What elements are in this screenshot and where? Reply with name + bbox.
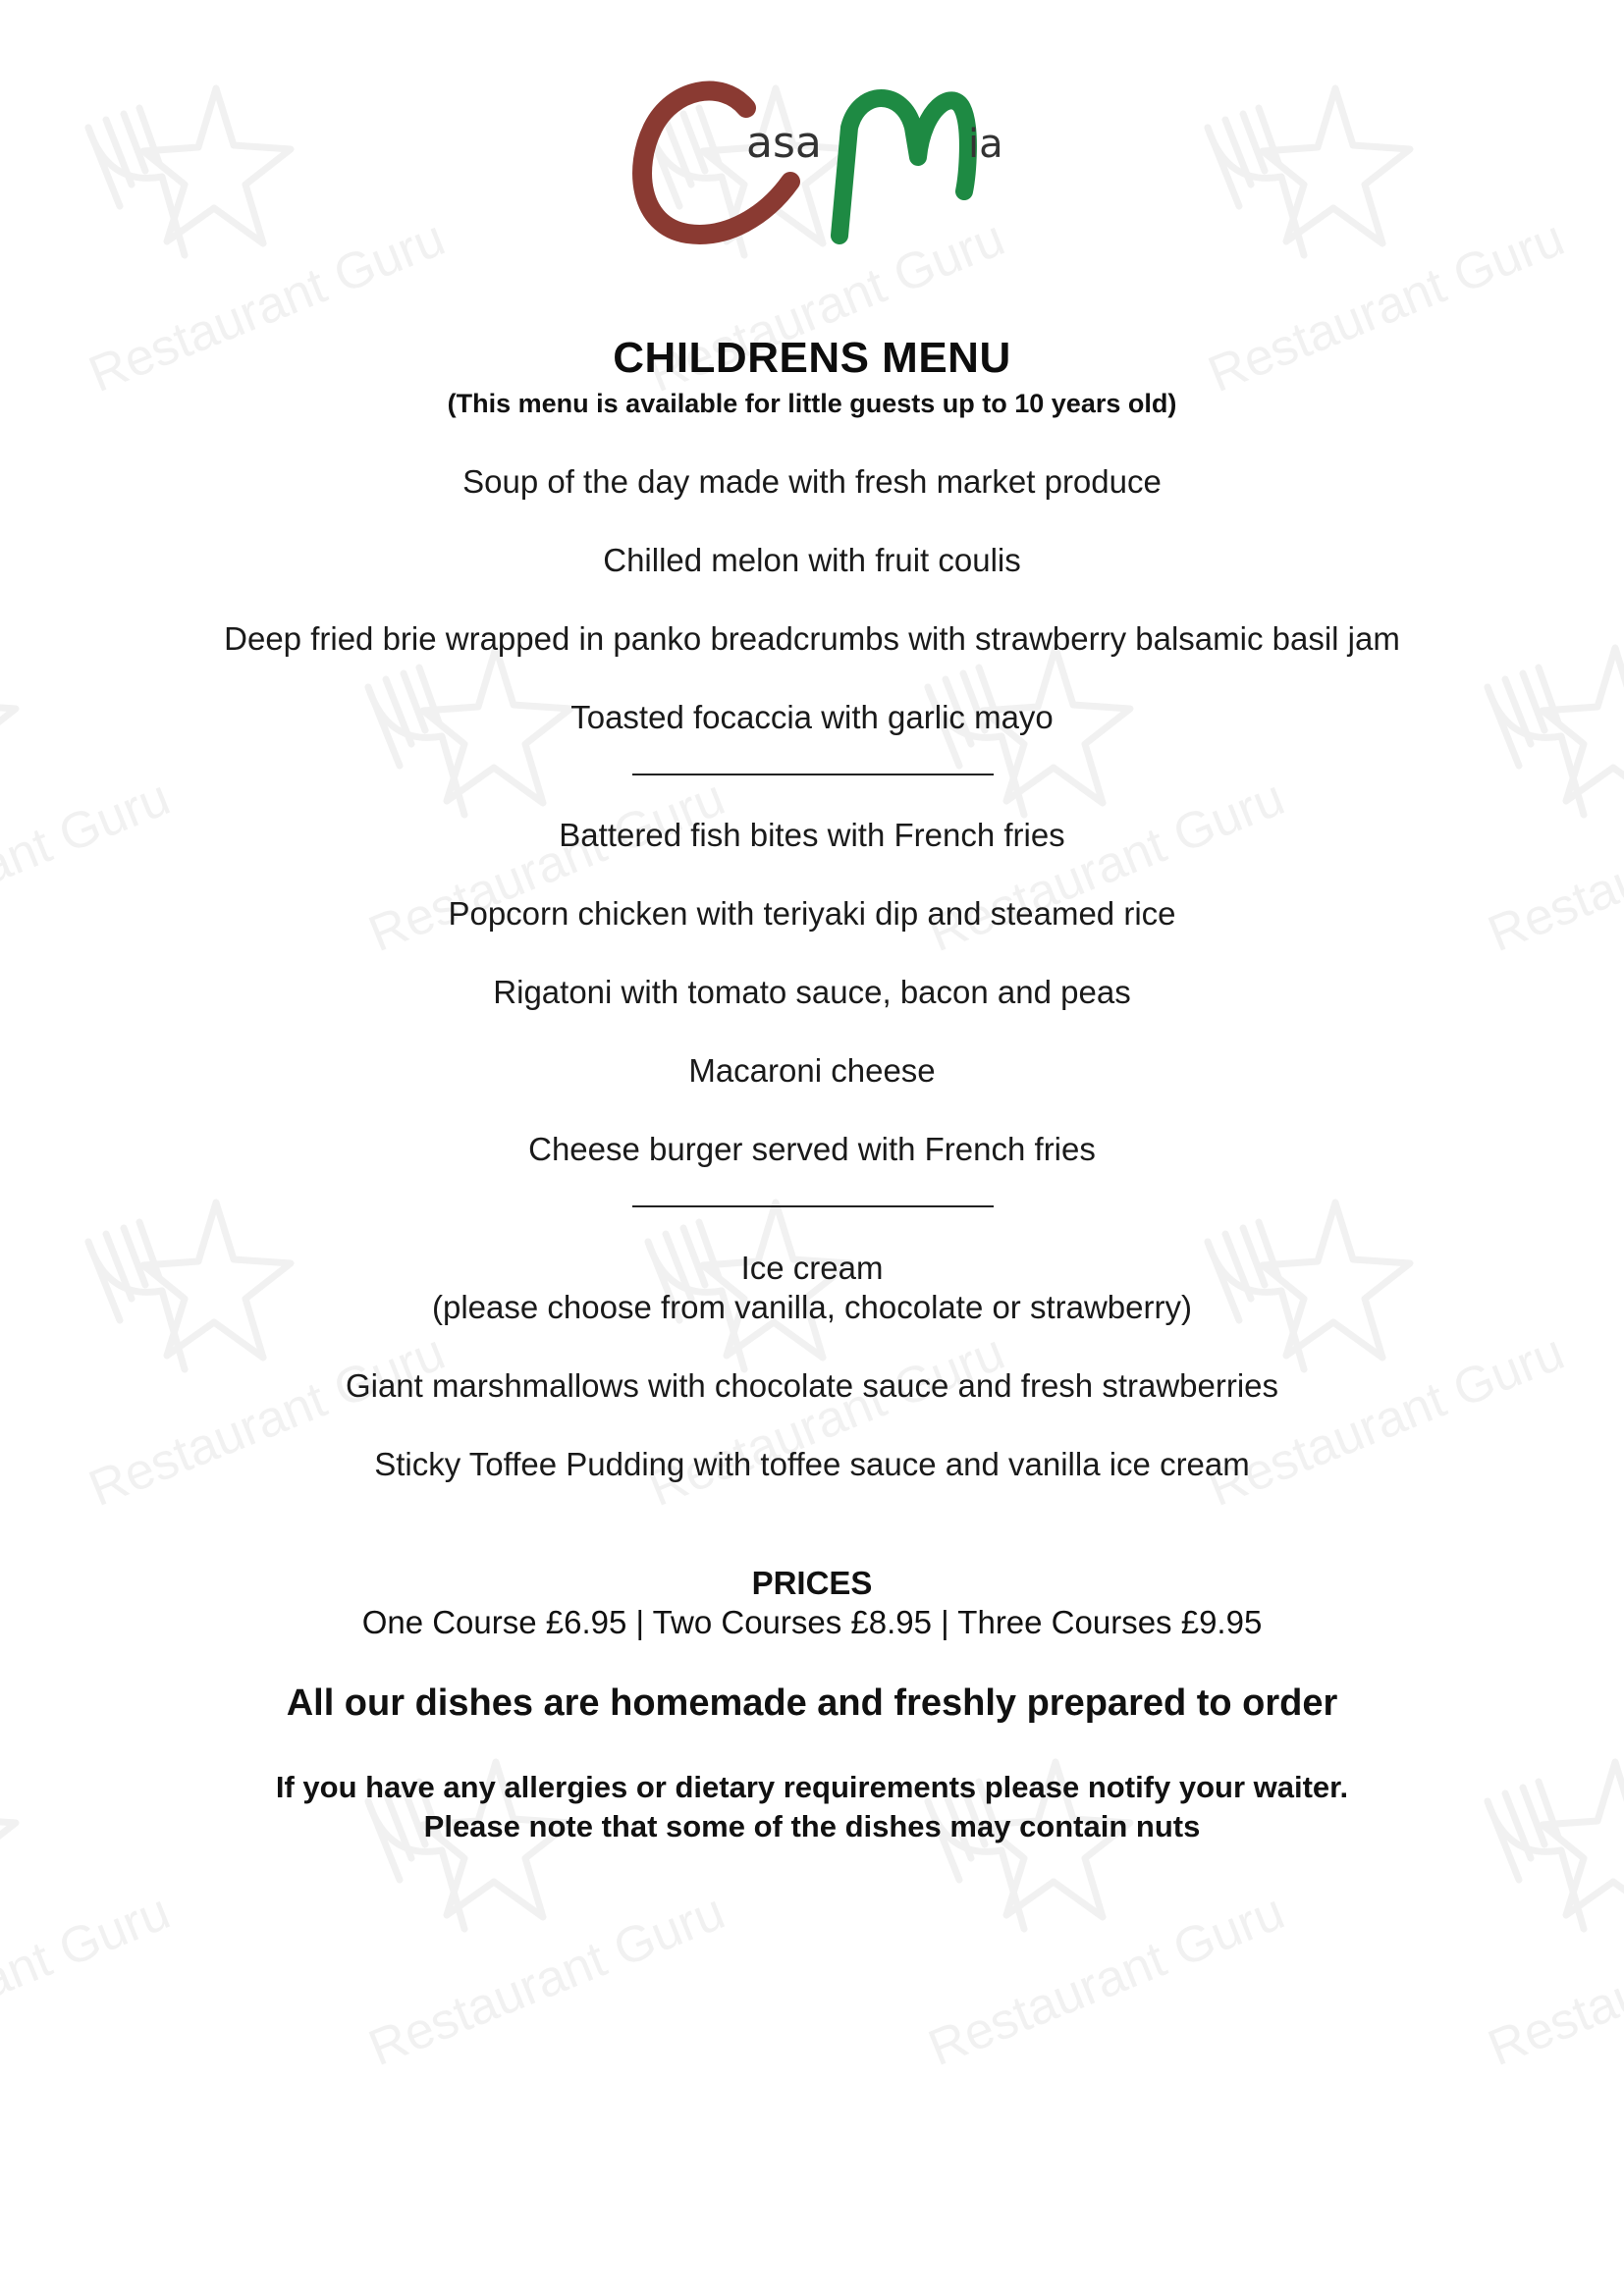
menu-item: Cheese burger served with French fries — [528, 1131, 1096, 1167]
section-divider — [632, 774, 994, 775]
menu-item: Chilled melon with fruit coulis — [603, 542, 1021, 578]
homemade-statement: All our dishes are homemade and freshly prepared to order — [286, 1682, 1338, 1724]
menu-item: Popcorn chicken with teriyaki dip and steamed rice — [448, 895, 1176, 932]
logo-m-stroke — [839, 98, 968, 236]
menu-item: Rigatoni with tomato sauce, bacon and peas — [493, 974, 1131, 1010]
menu-item: Toasted focaccia with garlic mayo — [570, 699, 1054, 735]
menu-item: Giant marshmallows with chocolate sauce and fresh strawberries — [345, 1367, 1279, 1404]
prices-heading: PRICES — [751, 1565, 873, 1601]
menu-item: Ice cream — [740, 1250, 884, 1286]
logo-mia-text: ia — [968, 122, 1003, 167]
menu-item: Macaroni cheese — [688, 1052, 936, 1089]
logo-casa-text: asa — [746, 118, 822, 168]
menu-item-note: (please choose from vanilla, chocolate or strawberry) — [431, 1289, 1192, 1325]
menu-item: Deep fried brie wrapped in panko breadcrumbs with strawberry balsamic basil jam — [224, 620, 1400, 657]
menu-item: Battered fish bites with French fries — [559, 817, 1065, 853]
menu-title: CHILDRENS MENU — [613, 334, 1011, 382]
prices-line: One Course £6.95 | Two Courses £8.95 | Three Courses £9.95 — [361, 1604, 1263, 1640]
allergy-note: If you have any allergies or dietary requirements please notify your waiter. — [275, 1770, 1349, 1804]
casa-mia-logo — [619, 69, 1011, 255]
menu-item: Soup of the day made with fresh market produce — [462, 463, 1162, 500]
menu-subtitle: (This menu is available for little guests up to 10 years old) — [447, 389, 1177, 418]
section-divider — [632, 1205, 994, 1207]
menu-item: Sticky Toffee Pudding with toffee sauce and vanilla ice cream — [374, 1446, 1250, 1482]
watermark-layer: Restaurant Guru — [0, 0, 1624, 2296]
nuts-note: Please note that some of the dishes may contain nuts — [423, 1809, 1201, 1843]
